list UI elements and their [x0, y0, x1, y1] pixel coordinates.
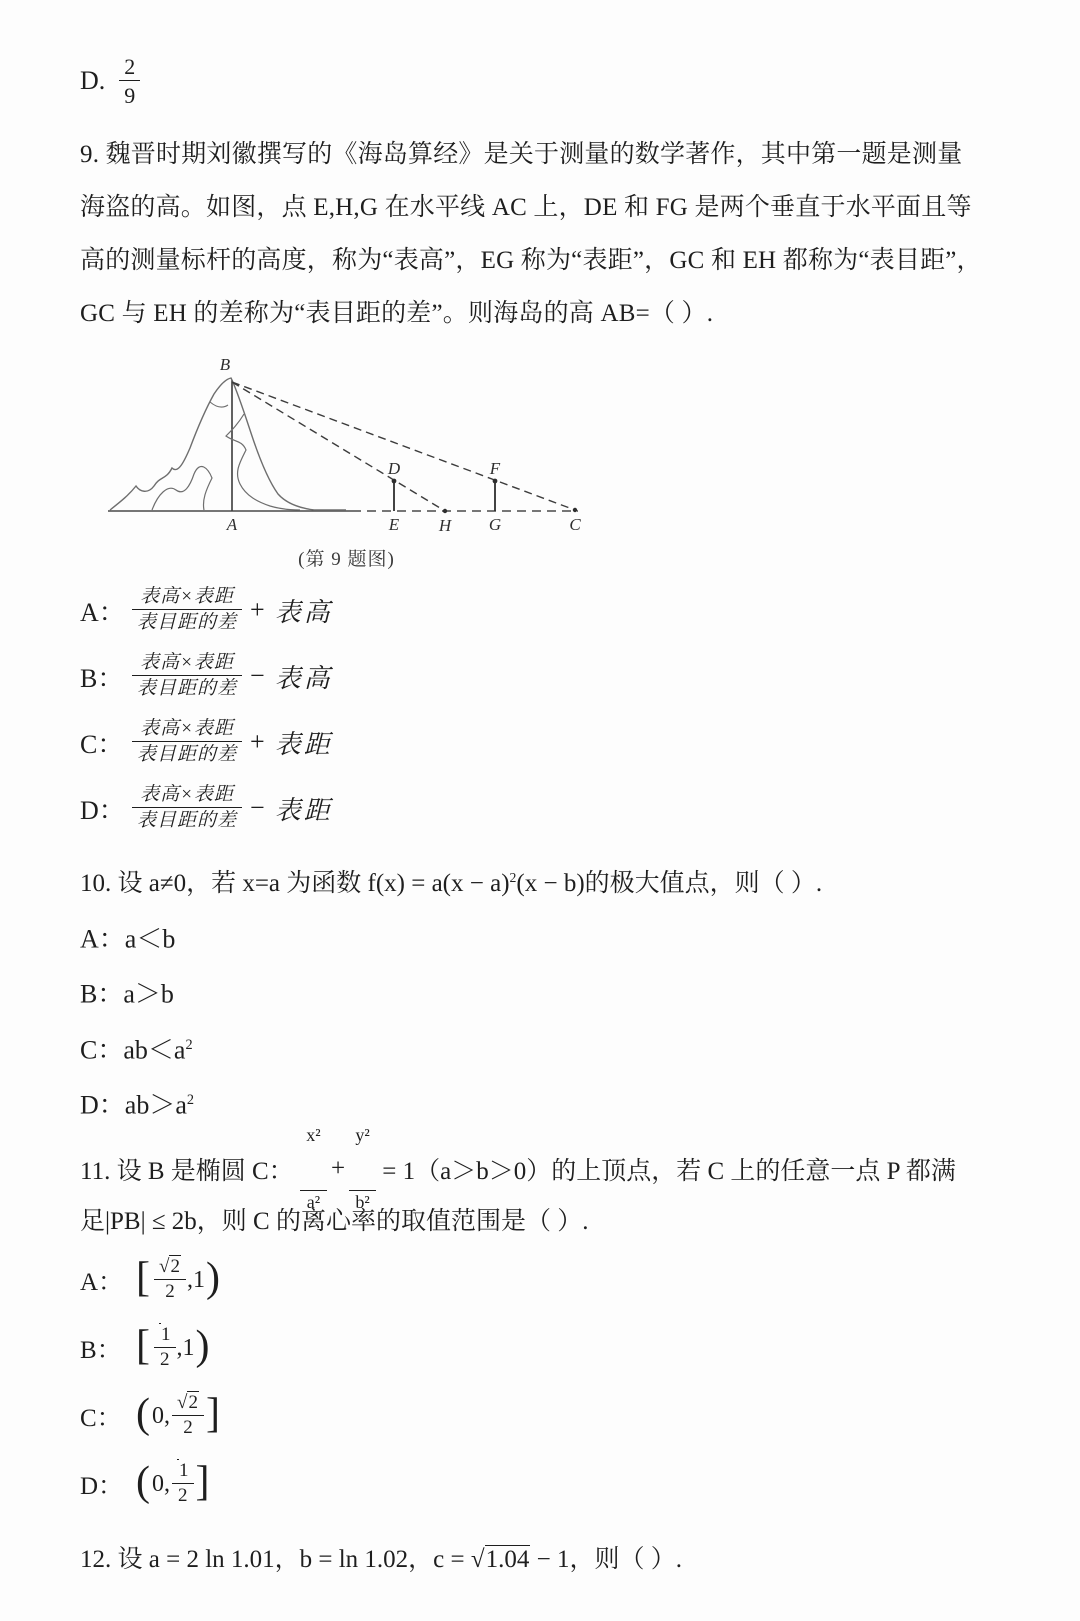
option-text: a＜b [124, 924, 176, 954]
question10-stem [80, 853, 1010, 909]
question10-option-d [80, 1075, 1010, 1130]
question11-stem-line2: 足|PB| ≤ 2b，则 C 的离心率的取值范围是（ ）. [80, 1208, 589, 1236]
operator: + [250, 595, 265, 624]
interval-fraction [154, 1324, 176, 1372]
question12-stem [80, 1534, 1010, 1586]
operator: + [330, 1155, 346, 1183]
question9-option-b [80, 643, 1010, 709]
radical-sign: √ [177, 1392, 188, 1414]
mountain-rocks-left [152, 466, 212, 510]
formula-fraction [132, 651, 242, 701]
fraction-denominator: 2 [154, 1279, 186, 1304]
formula-fraction [132, 717, 242, 767]
stem-text: 12. 设 a = 2 ln 1.01，b = ln 1.02，c = [80, 1546, 471, 1574]
figure-caption: (第 9 题图) [298, 549, 395, 570]
interval-start: 0, [152, 1402, 170, 1429]
open-bracket: [ [136, 1323, 150, 1370]
interval-fraction [172, 1460, 194, 1508]
option-label: C： [80, 1405, 122, 1433]
question9-option-d [80, 775, 1010, 841]
mountain-ridge-detail [210, 402, 228, 407]
question11-option-b [80, 1314, 1010, 1382]
label-G: G [488, 515, 502, 534]
question11-option-c [80, 1382, 1010, 1450]
interval-fraction [154, 1256, 186, 1304]
option-text: ab＜a [123, 1034, 186, 1064]
option-text: a＞b [123, 979, 174, 1009]
sightline-B-H [232, 382, 445, 511]
numerator-text: 1 [179, 1460, 189, 1482]
close-bracket: ) [205, 1255, 220, 1302]
fraction-denominator: 表目距的差 [132, 741, 242, 767]
option-label: D： [80, 795, 125, 825]
question9-stem-line-4: GC 与 EH 的差称为“表目距的差”。则海岛的高 AB=（ ）. [80, 300, 714, 327]
stem-text: (x − b)的极大值点，则（ ）. [516, 869, 823, 897]
fraction-denominator: 表目距的差 [132, 609, 242, 635]
question9-option-a [80, 577, 1010, 643]
question11-option-a [80, 1246, 1010, 1314]
label-C: C [569, 515, 581, 534]
fraction-denominator: 表目距的差 [132, 807, 242, 833]
mountain-rocks-right [226, 414, 300, 510]
label-D: D [387, 459, 401, 478]
operator: + [250, 727, 265, 756]
radicand: 2 [188, 1392, 198, 1414]
question11-stem-line1 [80, 1124, 1010, 1212]
fraction-numerator: 表高×表距 [140, 784, 234, 806]
question9-stem-line-1: 9. 魏晋时期刘徽撰写的《海岛算经》是关于测量的数学著作，其中第一题是测量 [80, 141, 963, 168]
option-label: A： [80, 924, 125, 954]
fraction-numerator [154, 1324, 176, 1347]
fraction-numerator: 表高×表距 [140, 586, 234, 608]
option-text: ab＞a [124, 1090, 187, 1120]
question9-stem [80, 128, 1010, 340]
interval-end: ,1 [176, 1334, 195, 1361]
formula-term: 表距 [274, 795, 333, 825]
point-H-dot [443, 509, 447, 513]
island-measurement-diagram [94, 350, 599, 538]
option-label: B： [80, 1337, 122, 1365]
point-D-dot [392, 479, 397, 484]
formula-term: 表高 [274, 663, 333, 693]
stem-text: = 1（a＞b＞0）的上顶点，若 C 上的任意一点 P 都满 [376, 1158, 956, 1186]
question10-option-c [80, 1020, 1010, 1075]
question10-option-a [80, 909, 1010, 964]
radical-sign: √ [470, 1546, 485, 1574]
question9-stem-line-3: 高的测量标杆的高度，称为“表高”，EG 称为“表距”，GC 和 EH 都称为“表目距”， [80, 247, 982, 274]
label-E: E [388, 515, 400, 534]
fraction-numerator: 2 [124, 53, 136, 79]
question9-option-c [80, 709, 1010, 775]
sightline-B-C [232, 382, 575, 510]
option-label: D： [80, 1473, 124, 1501]
fraction-numerator: x² [306, 1124, 321, 1145]
mountain-outline [110, 378, 346, 510]
interval-end: ,1 [186, 1266, 205, 1293]
formula-fraction [132, 783, 242, 833]
option-label: C： [80, 729, 124, 759]
open-bracket: ( [136, 1459, 150, 1506]
numerator-text: 1 [161, 1324, 171, 1346]
question8-option-d [80, 50, 1010, 112]
fraction-numerator [172, 1460, 194, 1483]
fraction-denominator: 表目距的差 [132, 675, 242, 701]
option-label: B： [80, 979, 124, 1009]
radical-sign: √ [159, 1256, 170, 1278]
superscript: 2 [185, 1036, 193, 1053]
option-label: A： [80, 597, 125, 627]
open-bracket: ( [136, 1391, 150, 1438]
point-C-dot [573, 508, 577, 512]
superscript: 2 [509, 870, 517, 885]
radicand: 1.04 [485, 1546, 530, 1574]
fraction-denominator: 9 [119, 80, 140, 110]
fraction-numerator: 表高×表距 [140, 652, 234, 674]
option-label: A： [80, 1269, 124, 1297]
operator: − [250, 793, 265, 822]
fraction-denominator: a² [300, 1190, 327, 1214]
option-label: B： [80, 663, 124, 693]
fraction-numerator [154, 1256, 186, 1279]
fraction-numerator [172, 1392, 204, 1415]
stem-text: 11. 设 B 是椭圆 C： [80, 1158, 300, 1186]
stem-text: − 1，则（ ）. [530, 1546, 682, 1574]
option-label: C： [80, 1034, 124, 1064]
close-bracket: ] [205, 1391, 220, 1438]
open-bracket: [ [136, 1255, 150, 1302]
label-A: A [226, 515, 238, 534]
option-label: D. [80, 66, 106, 95]
close-bracket: ] [195, 1459, 210, 1506]
fraction-denominator: 2 [172, 1415, 204, 1440]
fraction-denominator: b² [349, 1190, 376, 1214]
question9-stem-line-2: 海盗的高。如图，点 E,H,G 在水平线 AC 上，DE 和 FG 是两个垂直于水平面且等 [80, 194, 972, 221]
option-label: D： [80, 1090, 125, 1120]
label-F: F [489, 459, 501, 478]
operator: − [250, 661, 265, 690]
formula-fraction [132, 585, 242, 635]
question11-option-d [80, 1450, 1010, 1518]
formula-term: 表距 [274, 729, 333, 759]
close-bracket: ) [195, 1323, 210, 1370]
formula-term: 表高 [274, 597, 333, 627]
interval-fraction [172, 1392, 204, 1440]
label-H: H [438, 516, 452, 535]
question9-figure [94, 350, 599, 571]
fraction-denominator: 2 [172, 1483, 194, 1508]
fraction-numerator: y² [355, 1124, 370, 1145]
fraction-denominator: 2 [154, 1347, 176, 1372]
question10-option-b [80, 964, 1010, 1019]
interval-start: 0, [152, 1470, 170, 1497]
fraction-two-ninths [119, 53, 140, 110]
superscript: 2 [186, 1091, 195, 1108]
stem-text: 10. 设 a≠0，若 x=a 为函数 f(x) = a(x − a) [80, 869, 510, 897]
label-B: B [219, 355, 231, 374]
point-F-dot [493, 479, 498, 484]
radicand: 2 [170, 1256, 180, 1278]
fraction-numerator: 表高×表距 [140, 718, 234, 740]
